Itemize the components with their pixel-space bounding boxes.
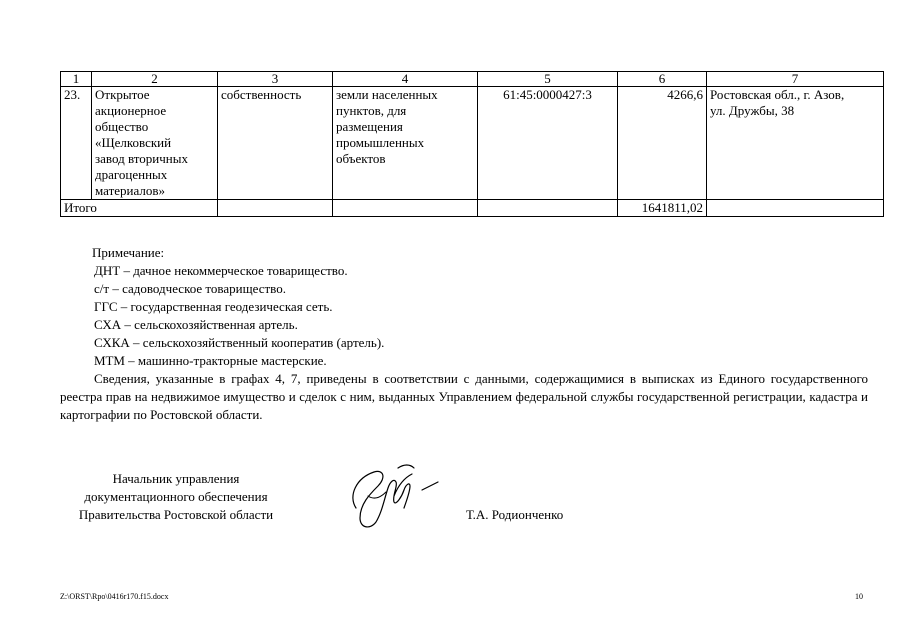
table-header-row bbox=[61, 72, 884, 87]
page-number: 10 bbox=[855, 592, 863, 601]
notes-section bbox=[60, 244, 868, 424]
signer-position bbox=[60, 470, 292, 524]
notes-title: Примечание: bbox=[92, 245, 165, 260]
category-line: земли населенных bbox=[336, 87, 438, 102]
note-item: с/т – садоводческое товарищество. bbox=[94, 281, 286, 296]
empty-cell bbox=[478, 200, 618, 217]
category-line: пунктов, для bbox=[336, 103, 407, 118]
signer-name: Т.А. Родионченко bbox=[466, 507, 564, 522]
area-cell: 4266,6 bbox=[618, 87, 707, 200]
owner-line: Открытое bbox=[95, 87, 150, 102]
owner-line: акционерное bbox=[95, 103, 167, 118]
file-path: Z:\ORST\Rpo\0416r170.f15.docx bbox=[60, 592, 169, 601]
total-value: 1641811,02 bbox=[618, 200, 707, 217]
total-label: Итого bbox=[61, 200, 218, 217]
address-line: Ростовская обл., г. Азов, bbox=[710, 87, 845, 102]
owner-line: материалов» bbox=[95, 183, 165, 198]
category-line: промышленных bbox=[336, 135, 425, 150]
note-item: ДНТ – дачное некоммерческое товарищество. bbox=[94, 263, 348, 278]
column-number-6: 6 bbox=[618, 72, 707, 87]
position-line: документационного обеспечения bbox=[84, 489, 268, 504]
note-item: СХА – сельскохозяйственная артель. bbox=[94, 317, 298, 332]
note-item: ГГС – государственная геодезическая сеть. bbox=[94, 299, 333, 314]
column-number-2: 2 bbox=[92, 72, 218, 87]
column-number-1: 1 bbox=[61, 72, 92, 87]
owner-line: «Щелковский bbox=[95, 135, 172, 150]
handwritten-signature bbox=[334, 456, 444, 536]
property-table bbox=[60, 71, 884, 217]
owner-cell bbox=[92, 87, 218, 200]
owner-line: завод вторичных bbox=[95, 151, 188, 166]
column-number-7: 7 bbox=[707, 72, 884, 87]
column-number-5: 5 bbox=[478, 72, 618, 87]
position-line: Правительства Ростовской области bbox=[78, 507, 274, 522]
land-category-cell bbox=[333, 87, 478, 200]
address-line: ул. Дружбы, 38 bbox=[710, 103, 795, 118]
owner-line: драгоценных bbox=[95, 167, 168, 182]
table-row bbox=[61, 87, 884, 200]
cadastral-number-cell: 61:45:0000427:3 bbox=[478, 87, 618, 200]
total-row bbox=[61, 200, 884, 217]
row-number: 23. bbox=[61, 87, 92, 200]
empty-cell bbox=[333, 200, 478, 217]
column-number-3: 3 bbox=[218, 72, 333, 87]
right-type-cell: собственность bbox=[218, 87, 333, 200]
address-cell bbox=[707, 87, 884, 200]
position-line: Начальник управления bbox=[112, 471, 240, 486]
empty-cell bbox=[218, 200, 333, 217]
note-item: МТМ – машинно-тракторные мастерские. bbox=[94, 353, 327, 368]
owner-line: общество bbox=[95, 119, 149, 134]
column-number-4: 4 bbox=[333, 72, 478, 87]
note-item: СХКА – сельскохозяйственный кооператив (артель). bbox=[94, 335, 385, 350]
category-line: размещения bbox=[336, 119, 403, 134]
empty-cell bbox=[707, 200, 884, 217]
notes-paragraph: Сведения, указанные в графах 4, 7, приведены в соответствии с данными, содержащимися в выписках из Единого государственного реестра прав на недвижимое имущество и сделок с ним, выданных Управлением федеральной службы государственной регистрации, кадастра и картографии по Ростовской области. bbox=[60, 371, 868, 422]
category-line: объектов bbox=[336, 151, 386, 166]
